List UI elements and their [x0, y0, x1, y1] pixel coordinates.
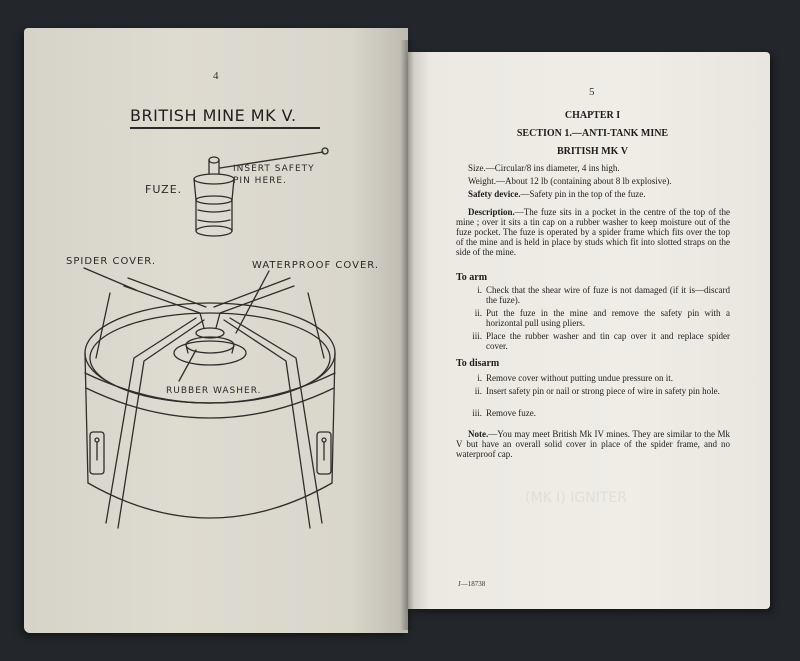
to-arm-heading: To arm	[456, 272, 488, 283]
arm-step-number: iii.	[472, 331, 482, 341]
spider-cover-label: SPIDER COVER.	[66, 256, 157, 267]
disarm-step-number: i.	[477, 373, 482, 383]
rubber-washer-label: RUBBER WASHER.	[166, 386, 262, 396]
disarm-step-text: Remove cover without putting undue pressure on it.	[486, 373, 673, 383]
description-label: Description.	[468, 207, 515, 217]
right-page-number: 5	[589, 86, 595, 98]
note-paragraph	[456, 429, 730, 459]
safety-device-text: —Safety pin in the top of the fuze.	[520, 189, 646, 199]
note-label: Note.	[468, 429, 489, 439]
safety-pin-drawing	[220, 148, 328, 168]
chapter-heading: CHAPTER I	[564, 110, 621, 121]
disarm-step-text: Insert safety pin or nail or strong piece of wire in safety pin hole.	[486, 386, 720, 396]
mine-mk5-drawing	[24, 28, 404, 628]
size-line: Size.—Circular/8 ins diameter, 4 ins high.	[468, 163, 620, 173]
mine-subtitle: BRITISH MK V	[557, 146, 628, 157]
mine-body-drawing	[85, 303, 335, 518]
safety-device-line	[468, 189, 730, 199]
show-through-igniter-text: (MK I) IGNITER	[525, 490, 627, 506]
arm-step-text: Check that the shear wire of fuze is not damaged (if it is—discard the fuze).	[486, 285, 730, 305]
arm-step-text: Place the rubber washer and tin cap over it and replace spider cover.	[486, 331, 730, 351]
disarm-step-number: ii.	[474, 386, 482, 396]
waterproof-cover-label: WATERPROOF COVER.	[252, 260, 380, 271]
waterproof-cap-drawing	[174, 337, 246, 365]
description-text: —The fuze sits in a pocket in the centre of the top of the mine ; over it sits a tin cap on a rubber washer to keep moisture out of the fuze pocket. The fuze is operated by a spider frame which fits over the top of the mine and is held in place by studs which fit into slotted straps on the side of the mine.	[456, 207, 730, 257]
safety-device-label: Safety device.	[468, 189, 521, 199]
disarm-step-text: Remove fuze.	[486, 408, 536, 418]
note-text: —You may meet British Mk IV mines. They are similar to the Mk V but have an overall solid cover in place of the spider frame, and no waterproof cap.	[456, 429, 730, 459]
mine-diagram-title: BRITISH MINE MK V.	[130, 106, 297, 125]
left-page-number: 4	[213, 70, 219, 82]
slotted-straps-drawing	[90, 432, 331, 474]
fuze-label: FUZE.	[145, 183, 183, 196]
waterproof-cover-leader	[236, 271, 269, 333]
rubber-washer-leader	[179, 350, 196, 381]
disarm-step-number: iii.	[472, 408, 482, 418]
arm-step-number: i.	[477, 285, 482, 295]
arm-step-text: Put the fuze in the mine and remove the safety pin with a horizontal pull using pliers.	[486, 308, 730, 328]
spider-cover-leader	[84, 268, 136, 290]
arm-step-number: ii.	[474, 308, 482, 318]
to-disarm-heading: To disarm	[456, 358, 500, 369]
fuze-drawing	[194, 157, 234, 236]
footer-print-code: J—18738	[458, 580, 486, 588]
safety-pin-label-line1: INSERT SAFETY	[233, 164, 315, 174]
description-paragraph	[456, 207, 730, 257]
section-heading: SECTION 1.—ANTI-TANK MINE	[516, 128, 669, 139]
safety-pin-label-line2: PIN HERE.	[233, 176, 287, 186]
weight-line: Weight.—About 12 lb (containing about 8 lb explosive).	[468, 176, 672, 186]
